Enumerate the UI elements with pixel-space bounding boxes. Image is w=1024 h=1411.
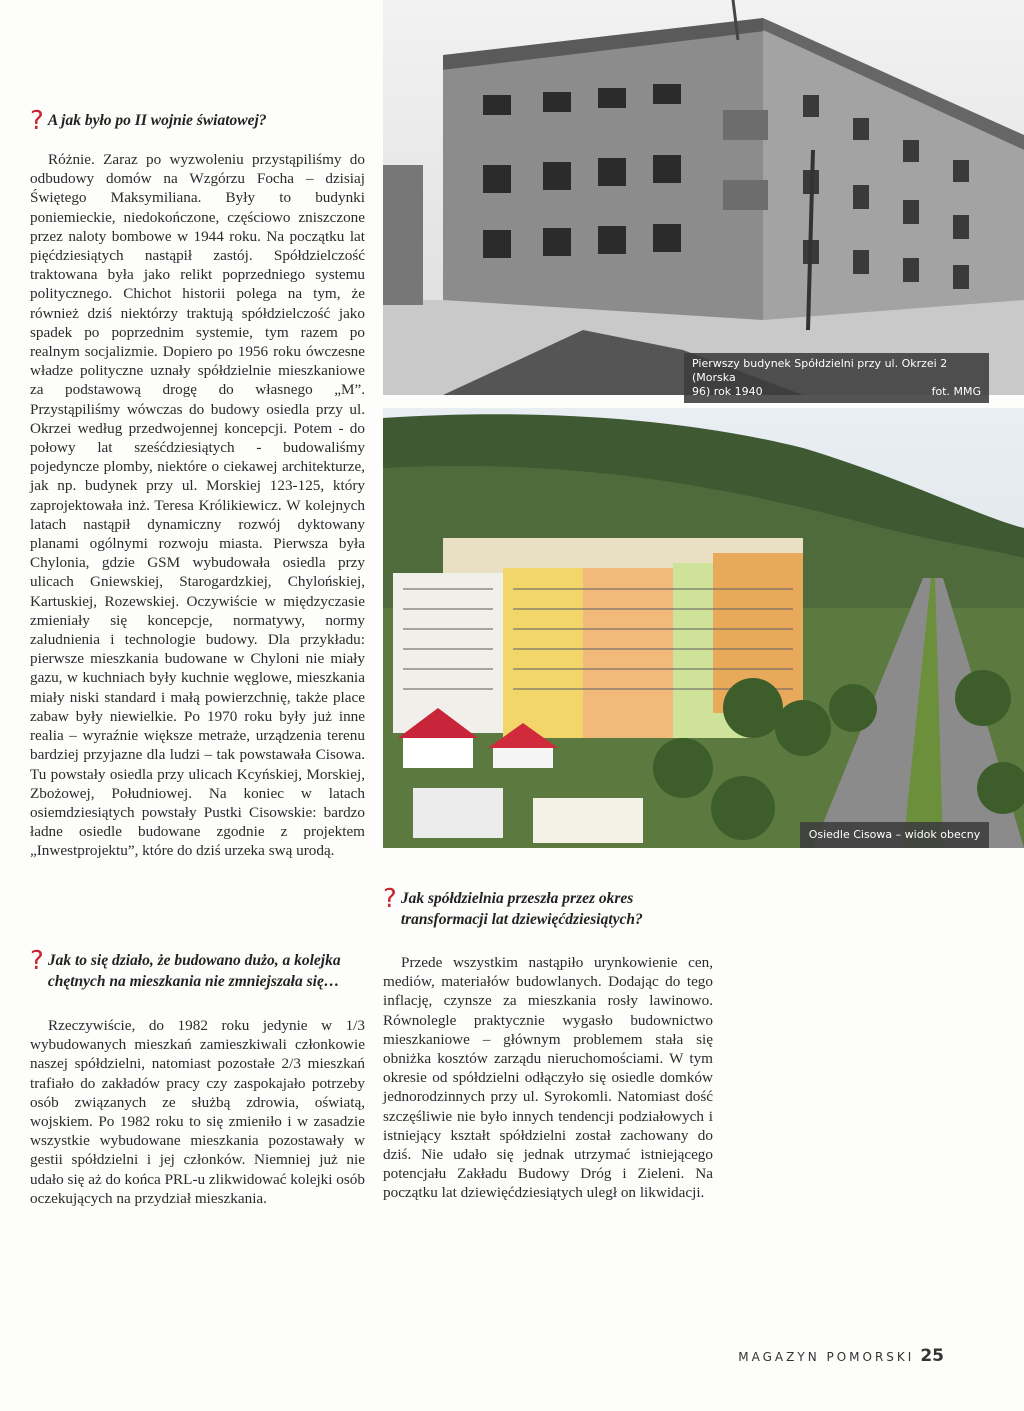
section-2-paragraph: Rzeczywiście, do 1982 roku jedynie w 1/3 wybudowanych mieszkań zamieszkiwali członkowie naszej spółdzielni, natomiast pozostałe 2/3 mieszkań trafiało do zakładów pracy czy zaspokajało potrzeby osób związanych ze służbą zdrowia, oświatą, wojskiem. Po 1982 roku to się zmieniło i w zasadzie wszystkie wybudowane mieszkania pozostawały w gestii spółdzielni i jej członków. Niemniej już nie udało się aż do końca PRL-u zlikwidować kolejki osób oczekujących na przydział mieszkania.	[30, 1017, 365, 1207]
page-footer	[738, 1346, 944, 1366]
section-1-paragraph: Różnie. Zaraz po wyzwoleniu przystąpiliśmy do odbudowy domów na Wzgórzu Focha – dzisiaj Świętego Maksymiliana. Były to budynki poniemieckie, niedokończone, częściowo zniszczone przez naloty bombowe w 1944 roku. Na początku lat pięćdziesiątych nastąpił zastój. Spółdzielczość traktowana była jako relikt poprzedniego systemu politycznego. Chichot historii polega na tym, że również dziś niektórzy traktują spółdzielczość jako spadek po poprzednim systemie, tym razem po realnym socjalizmie. Dopiero po 1956 roku ówczesne władze polityczne uznały spółdzielnie mieszkaniowe za podstawową drogę do własnego „M”. Przystąpiliśmy wówczas do budowy osiedla przy ul. Okrzei według przedwojennej koncepcji. Potem - do połowy lat sześćdziesiątych - budowaliśmy pojedyncze plomby, niektóre o ciekawej architekturze, jak np. budynek przy ul. Morskiej 123-125, który zaprojektowała inż. Teresa Królikiewicz. W kolejnych latach nastąpił dynamiczny rozwój dyktowany planami ogólnymi rozwoju miasta. Pierwsza była Chylonia, gdzie GSM wybudowała osiedla przy ulicach Gniewskiej, Starogardzkiej, Chylońskiej, Kartuskiej, Rozewskiej. Oczywiście w międzyczasie zmieniały się koncepcje, normatywy, normy zaludnienia i technologie budowy. Dla przykładu: pierwsze mieszkania budowane w Chyloni nie miały gazu, w kuchniach były kuchnie węglowe, mieszkania miały niski standard i małą powierzchnię, także place zabaw były niewielkie. Po 1970 roku były już inne realia – wyraźnie większe metraże, urządzenia terenu bardziej przyjazne dla ludzi – tak powstawała Cisowa. Tu powstały osiedla przy ulicach Kcyńskiej, Morskiej, Zbożowej, Południowej. Na koniec w latach osiemdziesiątych powstały Pustki Cisowskie: bardzo ładne osiedle budowane zgodnie z projektem „Inwestprojektu”, które do dziś urzeka swą urodą.	[30, 151, 365, 860]
question-1-text: A jak było po II wojnie światowej?	[47, 112, 267, 129]
question-mark-icon: ?	[30, 106, 44, 136]
caption-text: Osiedle Cisowa – widok obecny	[808, 828, 981, 841]
question-1	[30, 106, 370, 136]
section-1-body	[30, 150, 365, 861]
cisowa-estate-image	[383, 408, 1024, 848]
photo-credit: fot. MMG	[931, 385, 981, 398]
page-number: 25	[920, 1346, 944, 1366]
question-3	[383, 884, 723, 930]
section-2-body	[30, 1016, 365, 1208]
question-2-text: Jak to się działo, że budowano dużo, a kolejka chętnych na mieszkania nie zmniejszała się…	[47, 952, 341, 990]
historical-photo-caption	[684, 353, 989, 403]
cisowa-estate-photo	[383, 408, 1024, 848]
historical-building-photo	[383, 0, 1024, 395]
section-3-body	[383, 953, 713, 1203]
section-3-paragraph: Przede wszystkim nastąpiło urynkowienie cen, mediów, materiałów budowlanych. Dodając do tego inflację, czynsze za mieszkania rosły lawinowo. Równolegle praktycznie wygasło budownictwo mieszkaniowe – głównym problemem stała się obniżka kosztów zarządu nieruchomościami. W tym okresie od spółdzielni odłączyło się osiedle domków jednorodzinnych przy ul. Syrokomli. Natomiast dość szczęśliwie nie było innych tendencji podziałowych i istniejący kształt spółdzielni został zachowany do dziś. Nie udało się jednak utrzymać istniejącego potencjału Zakładu Budowy Dróg i Zieleni. Na początku lat dziewięćdziesiątych uległ on likwidacji.	[383, 954, 713, 1202]
cisowa-photo-caption	[800, 822, 989, 848]
caption-line-2: 96) rok 1940	[692, 385, 763, 398]
caption-line-1: Pierwszy budynek Spółdzielni przy ul. Okrzei 2 (Morska	[692, 357, 948, 384]
question-mark-icon: ?	[383, 884, 397, 914]
historical-building-image	[383, 0, 1024, 395]
question-2	[30, 946, 370, 992]
question-3-text: Jak spółdzielnia przeszła przez okres transformacji lat dziewięćdziesiątych?	[400, 890, 643, 928]
magazine-name: MAGAZYN POMORSKI	[738, 1350, 915, 1364]
question-mark-icon: ?	[30, 946, 44, 976]
